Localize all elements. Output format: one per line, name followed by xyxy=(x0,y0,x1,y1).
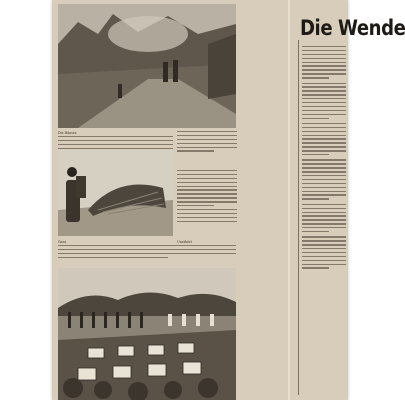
photo-funeral-graves xyxy=(58,268,236,400)
photo-battle-village xyxy=(58,4,236,128)
column-divider xyxy=(298,40,299,395)
page-gutter xyxy=(288,0,290,400)
column-right-text xyxy=(302,46,346,396)
column-left-text xyxy=(177,131,237,167)
photo-parachute-canister xyxy=(58,150,173,236)
caption-2-lead: Ganz xyxy=(58,240,67,244)
column-middle-text xyxy=(177,170,237,238)
caption-3 xyxy=(177,240,237,264)
magazine-page xyxy=(52,0,405,400)
caption-3-lead: Unerhört xyxy=(177,240,192,244)
article-headline: Die Wende xyxy=(300,16,405,40)
caption-1-lead: Die Häuser, xyxy=(58,131,77,135)
